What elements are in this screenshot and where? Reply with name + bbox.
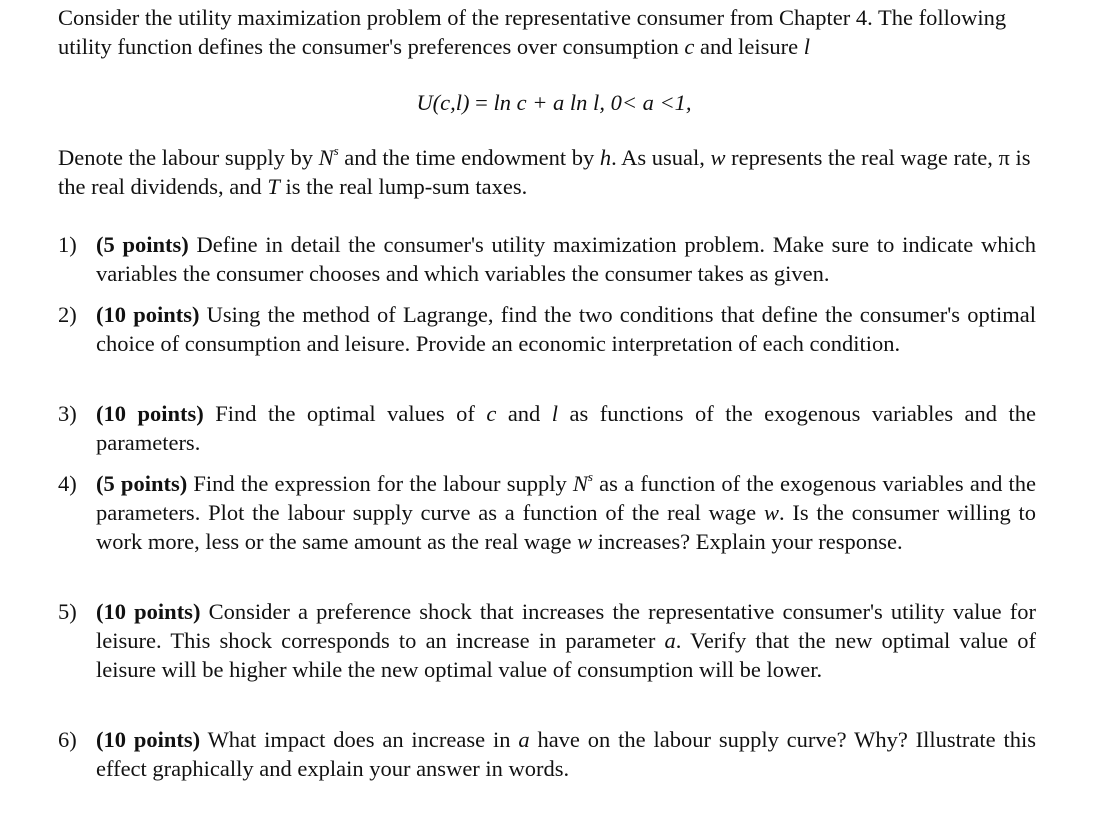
denote-paragraph xyxy=(58,143,1038,201)
question-6 xyxy=(58,725,1036,783)
question-text: Define in detail the consumer's utility maximization problem. Make sure to indicate which variables the consumer chooses and which variables the consumer takes as given. xyxy=(96,232,1036,286)
question-points: (10 points) xyxy=(96,727,201,752)
question-points: (5 points) xyxy=(96,471,188,496)
utility-formula xyxy=(0,88,1108,117)
var-w: w xyxy=(577,529,593,554)
var-w: w xyxy=(710,145,726,170)
intro-paragraph xyxy=(58,3,1038,61)
question-text: Find the optimal values of xyxy=(203,401,487,426)
question-2 xyxy=(58,300,1036,358)
var-h: h xyxy=(599,145,612,170)
formula-lhs: U(c,l) xyxy=(416,90,470,115)
denote-text: and the time endowment by xyxy=(338,145,600,170)
formula-rhs: ln c + a ln l xyxy=(493,90,600,115)
question-text: increases? Explain your response. xyxy=(592,529,903,554)
question-number: 2) xyxy=(58,302,77,327)
var-l: l xyxy=(551,401,559,426)
var-n-sup: s xyxy=(587,468,593,484)
question-text: Using the method of Lagrange, find the two conditions that define the consumer's optimal choice of consumption and leisure. Provide an economic interpretation of each condition. xyxy=(96,302,1036,356)
var-l: l xyxy=(803,34,810,59)
var-n: N xyxy=(572,471,588,496)
denote-text: represents the real wage rate, π is the real dividends, and xyxy=(58,145,1031,199)
question-text: and xyxy=(496,401,552,426)
question-number: 3) xyxy=(58,401,77,426)
denote-text: is the real lump-sum taxes. xyxy=(279,174,528,199)
var-w: w xyxy=(763,500,779,525)
question-number: 4) xyxy=(58,471,77,496)
var-t: T xyxy=(267,174,280,199)
question-4 xyxy=(58,469,1036,556)
question-text: as functions of the exogenous variables and the parameters. xyxy=(96,401,1037,455)
question-number: 6) xyxy=(58,727,77,752)
var-c: c xyxy=(486,401,497,426)
question-text: What impact does an increase in xyxy=(200,727,519,752)
var-a: a xyxy=(518,727,530,752)
denote-text: . As usual, xyxy=(611,145,711,170)
denote-text: Denote the labour supply by xyxy=(58,145,319,170)
question-1 xyxy=(58,230,1036,288)
question-3 xyxy=(58,399,1036,457)
question-text: have on the labour supply curve? Why? Illustrate this effect graphically and explain your answer in words. xyxy=(96,727,1036,781)
question-text: as a function of the exogenous variables and the parameters. Plot the labour supply curve as a function of the real wage xyxy=(96,471,1036,525)
var-n: N xyxy=(318,145,334,170)
formula-condition: , 0< a <1, xyxy=(599,90,692,115)
question-text: . Verify that the new optimal value of leisure will be higher while the new optimal value of consumption will be lower. xyxy=(96,628,1037,682)
question-points: (5 points) xyxy=(96,232,189,257)
question-text: . Is the consumer willing to work more, less or the same amount as the real wage xyxy=(96,500,1036,554)
question-points: (10 points) xyxy=(96,302,200,327)
var-c: c xyxy=(684,34,695,59)
question-number: 1) xyxy=(58,232,77,257)
formula-equals: = xyxy=(469,90,494,115)
question-points: (10 points) xyxy=(96,401,204,426)
question-text: Find the expression for the labour supply xyxy=(187,471,573,496)
question-5 xyxy=(58,597,1036,684)
question-text: Consider a preference shock that increases the representative consumer's utility value for leisure. This shock corresponds to an increase in parameter xyxy=(96,599,1036,653)
question-number: 5) xyxy=(58,599,77,624)
var-a: a xyxy=(664,628,676,653)
intro-text: and leisure xyxy=(694,34,804,59)
var-n-sup: s xyxy=(333,142,339,158)
question-points: (10 points) xyxy=(96,599,201,624)
intro-text: Consider the utility maximization problem of the representative consumer from Chapter 4. The following utility function defines the consumer's preferences over consumption xyxy=(58,5,1007,59)
